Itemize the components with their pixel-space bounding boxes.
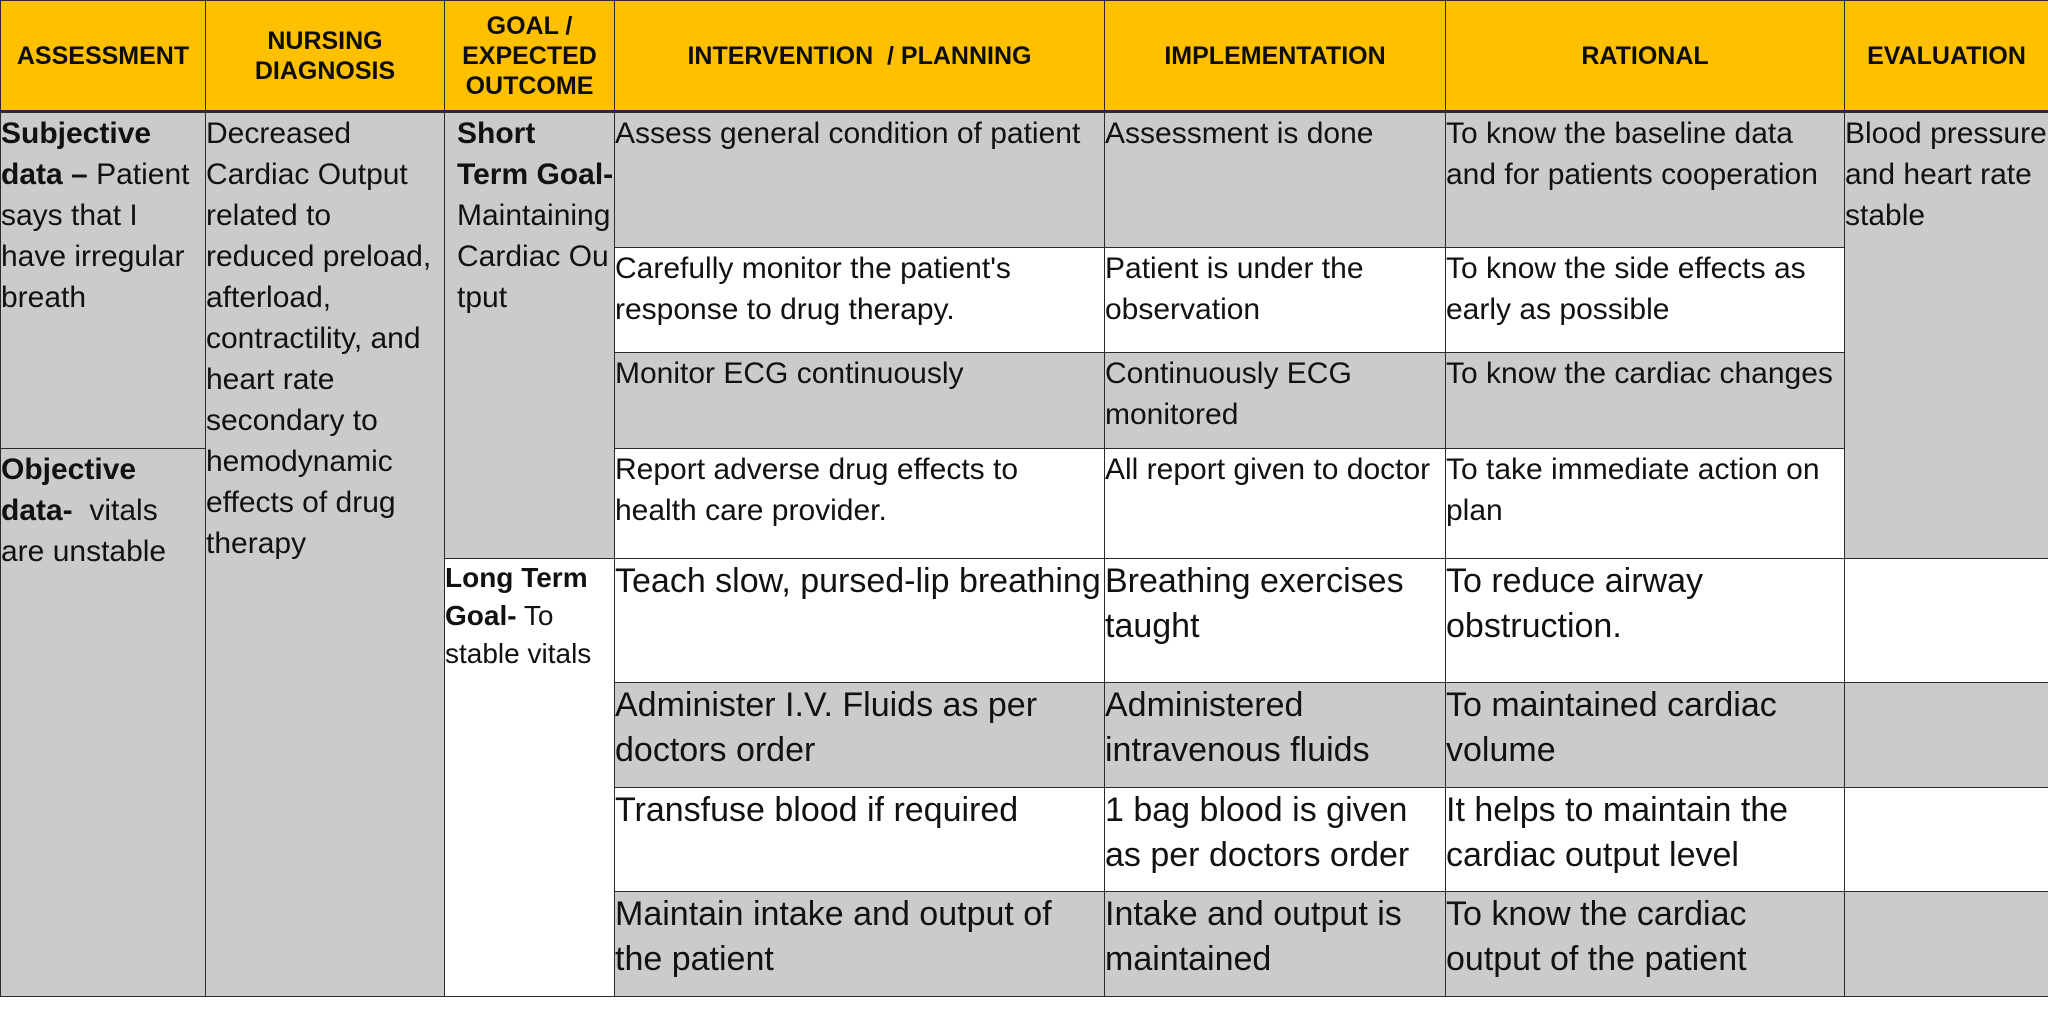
header-assessment: ASSESSMENT	[1, 1, 206, 112]
rational-cell: To take immediate action on plan	[1446, 449, 1845, 559]
implementation-cell: Intake and output is maintained	[1105, 892, 1446, 997]
evaluation-empty-cell	[1845, 683, 2048, 788]
long-term-goal-label: Long Term Goal-	[445, 562, 588, 631]
header-rational: RATIONAL	[1446, 1, 1845, 112]
intervention-cell: Administer I.V. Fluids as per doctors order	[615, 683, 1105, 788]
long-term-goal-cell	[445, 559, 615, 997]
short-term-goal-label: Short Term Goal-	[457, 117, 614, 191]
subjective-data-label: Subjective data –	[1, 117, 152, 191]
rational-cell: To know the baseline data and for patients cooperation	[1446, 112, 1845, 248]
header-evaluation: EVALUATION	[1845, 1, 2048, 112]
implementation-cell: Continuously ECG monitored	[1105, 353, 1446, 449]
header-intervention: INTERVENTION / PLANNING	[615, 1, 1105, 112]
implementation-cell: Assessment is done	[1105, 112, 1446, 248]
rational-cell: It helps to maintain the cardiac output level	[1446, 788, 1845, 892]
rational-cell: To maintained cardiac volume	[1446, 683, 1845, 788]
intervention-cell: Transfuse blood if required	[615, 788, 1105, 892]
intervention-cell: Monitor ECG continuously	[615, 353, 1105, 449]
rational-cell: To know the cardiac output of the patient	[1446, 892, 1845, 997]
implementation-cell: Patient is under the observation	[1105, 248, 1446, 353]
evaluation-empty-cell	[1845, 892, 2048, 997]
implementation-cell: Administered intravenous fluids	[1105, 683, 1446, 788]
short-term-goal-text: Maintaining Cardiac Output	[457, 199, 611, 314]
subjective-data-text: Patient says that I have irregular breath	[1, 158, 190, 314]
objective-data-text: vitals are unstable	[1, 494, 167, 568]
intervention-cell: Maintain intake and output of the patient	[615, 892, 1105, 997]
evaluation-cell: Blood pressure and heart rate stable	[1845, 112, 2048, 559]
table-header	[1, 1, 2048, 112]
short-term-goal-cell	[445, 112, 615, 559]
intervention-cell: Assess general condition of patient	[615, 112, 1105, 248]
implementation-cell: 1 bag blood is given as per doctors order	[1105, 788, 1446, 892]
rational-cell: To know the cardiac changes	[1446, 353, 1845, 449]
header-goal: GOAL / EXPECTED OUTCOME	[445, 1, 615, 112]
objective-data-cell	[1, 449, 206, 997]
intervention-cell: Teach slow, pursed-lip breathing	[615, 559, 1105, 683]
intervention-cell: Report adverse drug effects to health care provider.	[615, 449, 1105, 559]
implementation-cell: All report given to doctor	[1105, 449, 1446, 559]
nursing-diagnosis-cell: Decreased Cardiac Output related to reduced preload, afterload, contractility, and heart rate secondary to hemodynamic effects of drug therapy	[206, 112, 445, 997]
rational-cell: To know the side effects as early as possible	[1446, 248, 1845, 353]
evaluation-empty-cell	[1845, 788, 2048, 892]
implementation-cell: Breathing exercises taught	[1105, 559, 1446, 683]
intervention-cell: Carefully monitor the patient's response to drug therapy.	[615, 248, 1105, 353]
subjective-data-cell	[1, 112, 206, 449]
header-implementation: IMPLEMENTATION	[1105, 1, 1446, 112]
header-nursing-diagnosis: NURSING DIAGNOSIS	[206, 1, 445, 112]
table-row	[1, 112, 2048, 248]
rational-cell: To reduce airway obstruction.	[1446, 559, 1845, 683]
objective-data-label: Objective data-	[1, 453, 137, 527]
long-term-goal-text: To stable vitals	[445, 600, 592, 669]
evaluation-empty-cell	[1845, 559, 2048, 683]
